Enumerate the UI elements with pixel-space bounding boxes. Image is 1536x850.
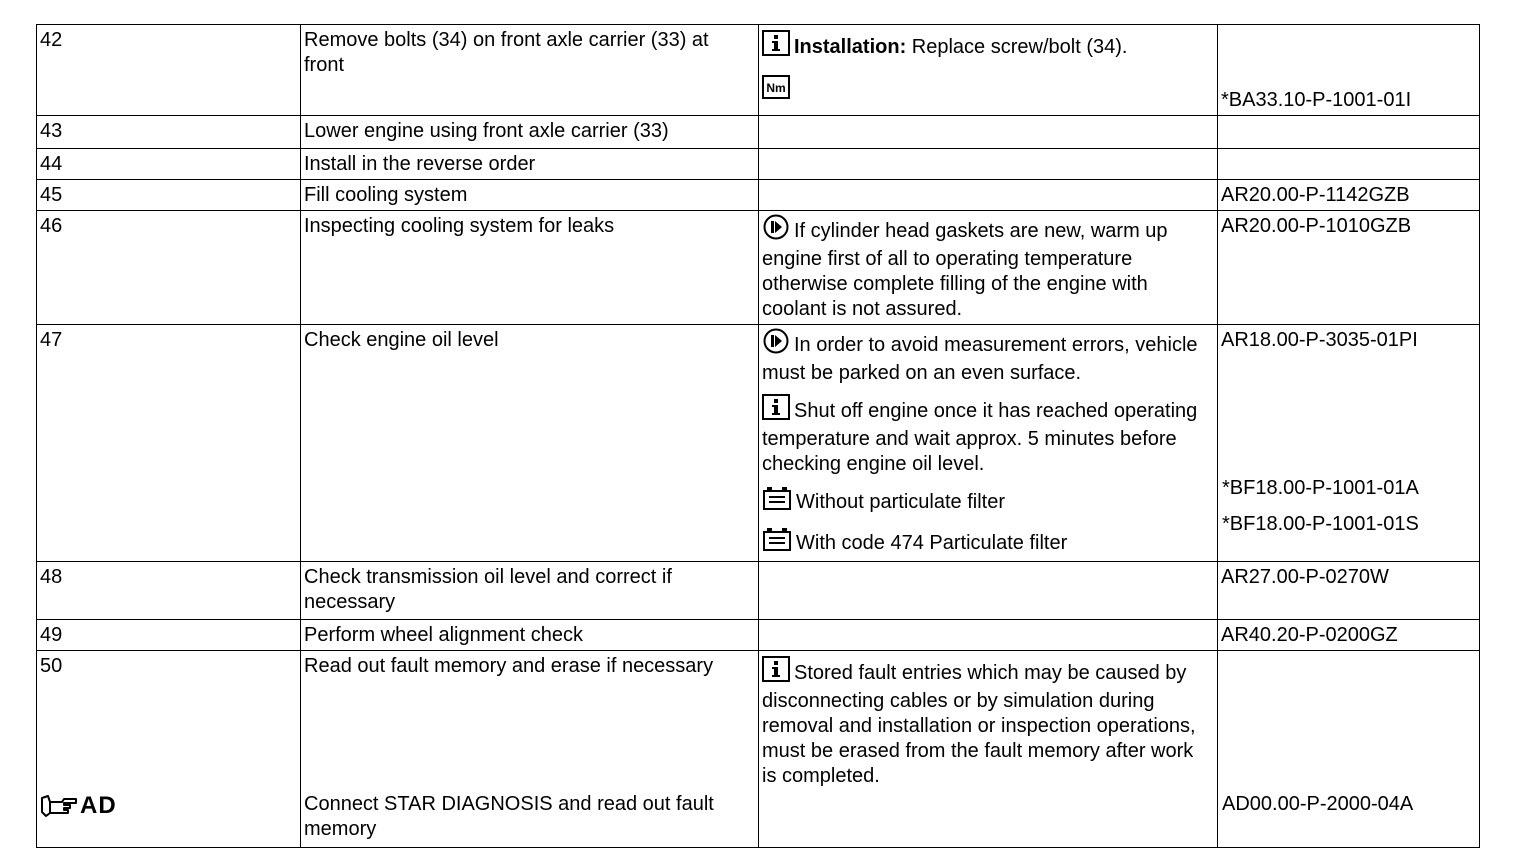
info-icon <box>762 30 790 63</box>
step-action: Inspecting cooling system for leaks <box>301 211 759 325</box>
reference-link[interactable]: AR20.00-P-1142GZB <box>1221 184 1410 206</box>
nm-icon <box>762 75 790 106</box>
installation-label: Installation: <box>794 36 907 58</box>
svg-text:Nm: Nm <box>766 81 786 95</box>
step-reference <box>1218 562 1480 620</box>
step-reference <box>1218 211 1480 325</box>
spec-text: With code 474 Particulate filter <box>796 532 1068 554</box>
step-number: 46 <box>37 211 301 325</box>
table-row <box>37 620 1480 651</box>
step-notes <box>759 25 1218 116</box>
step-notes <box>759 562 1218 620</box>
step-notes <box>759 149 1218 180</box>
step-reference <box>1218 116 1480 149</box>
note-text: In order to avoid measurement errors, vehicle must be parked on an even surface. <box>762 334 1198 384</box>
step-number: 49 <box>37 620 301 651</box>
info-icon <box>762 656 790 689</box>
step-number: 43 <box>37 116 301 149</box>
note-text: Shut off engine once it has reached operating temperature and wait approx. 5 minutes before checking engine oil level. <box>762 400 1198 475</box>
step-reference <box>1218 25 1480 116</box>
table-row <box>37 562 1480 620</box>
ad-label: AD <box>80 791 117 819</box>
note-text: If cylinder head gaskets are new, warm up engine first of all to operating temperature otherwise complete filling of the engine with coolant is not assured. <box>762 220 1168 320</box>
step-action: Fill cooling system <box>301 180 759 211</box>
table-row <box>37 116 1480 149</box>
ad-action-text: Connect STAR DIAGNOSIS and read out fault memory <box>304 793 714 840</box>
step-action: Perform wheel alignment check <box>301 620 759 651</box>
step-action: Check transmission oil level and correct if necessary <box>301 562 759 620</box>
reference-link[interactable]: *BA33.10-P-1001-01I <box>1221 89 1412 111</box>
reference-link[interactable]: *BF18.00-P-1001-01S <box>1222 513 1419 535</box>
table-row <box>37 211 1480 325</box>
step-notes <box>759 651 1218 848</box>
pointing-hand-icon <box>40 792 78 818</box>
caution-icon <box>762 214 790 247</box>
step-number: 45 <box>37 180 301 211</box>
table-row <box>37 180 1480 211</box>
step-notes <box>759 211 1218 325</box>
step-number: 47 <box>37 325 301 562</box>
reference-link[interactable]: AR20.00-P-1010GZB <box>1221 215 1412 237</box>
step-action: Lower engine using front axle carrier (33) <box>301 116 759 149</box>
step-number: 44 <box>37 149 301 180</box>
reference-link[interactable]: AR18.00-P-3035-01PI <box>1221 329 1418 351</box>
step-reference <box>1218 651 1480 848</box>
reference-link[interactable]: AD00.00-P-2000-04A <box>1222 793 1414 815</box>
step-reference <box>1218 149 1480 180</box>
installation-text: Replace screw/bolt (34). <box>906 36 1128 58</box>
step-action: Install in the reverse order <box>301 149 759 180</box>
step-action: Check engine oil level <box>301 325 759 562</box>
table-row <box>37 25 1480 116</box>
reference-link[interactable]: *BF18.00-P-1001-01A <box>1222 477 1419 499</box>
oil-container-icon <box>762 485 792 518</box>
step-number <box>37 651 301 848</box>
step-action: Remove bolts (34) on front axle carrier (33) at front <box>301 25 759 116</box>
ad-marker <box>40 792 117 818</box>
step-number-text: 50 <box>40 655 63 677</box>
step-notes <box>759 180 1218 211</box>
spec-text: Without particulate filter <box>796 491 1005 513</box>
table-row <box>37 651 1480 848</box>
step-notes <box>759 620 1218 651</box>
step-reference <box>1218 620 1480 651</box>
step-reference <box>1218 180 1480 211</box>
step-number: 42 <box>37 25 301 116</box>
step-notes <box>759 116 1218 149</box>
procedure-table <box>36 24 1480 848</box>
step-number: 48 <box>37 562 301 620</box>
table-row <box>37 149 1480 180</box>
info-icon <box>762 394 790 427</box>
step-notes <box>759 325 1218 562</box>
reference-link[interactable]: AR40.20-P-0200GZ <box>1221 624 1398 646</box>
step-action <box>301 651 759 848</box>
oil-container-icon <box>762 526 792 559</box>
table-row <box>37 325 1480 562</box>
step-action-text: Read out fault memory and erase if necessary <box>304 655 714 677</box>
caution-icon <box>762 328 790 361</box>
step-reference <box>1218 325 1480 562</box>
note-text: Stored fault entries which may be caused by disconnecting cables or by simulation during removal and installation or inspection operations, must be erased from the fault memory after work is completed. <box>762 662 1196 787</box>
reference-link[interactable]: AR27.00-P-0270W <box>1221 566 1389 588</box>
